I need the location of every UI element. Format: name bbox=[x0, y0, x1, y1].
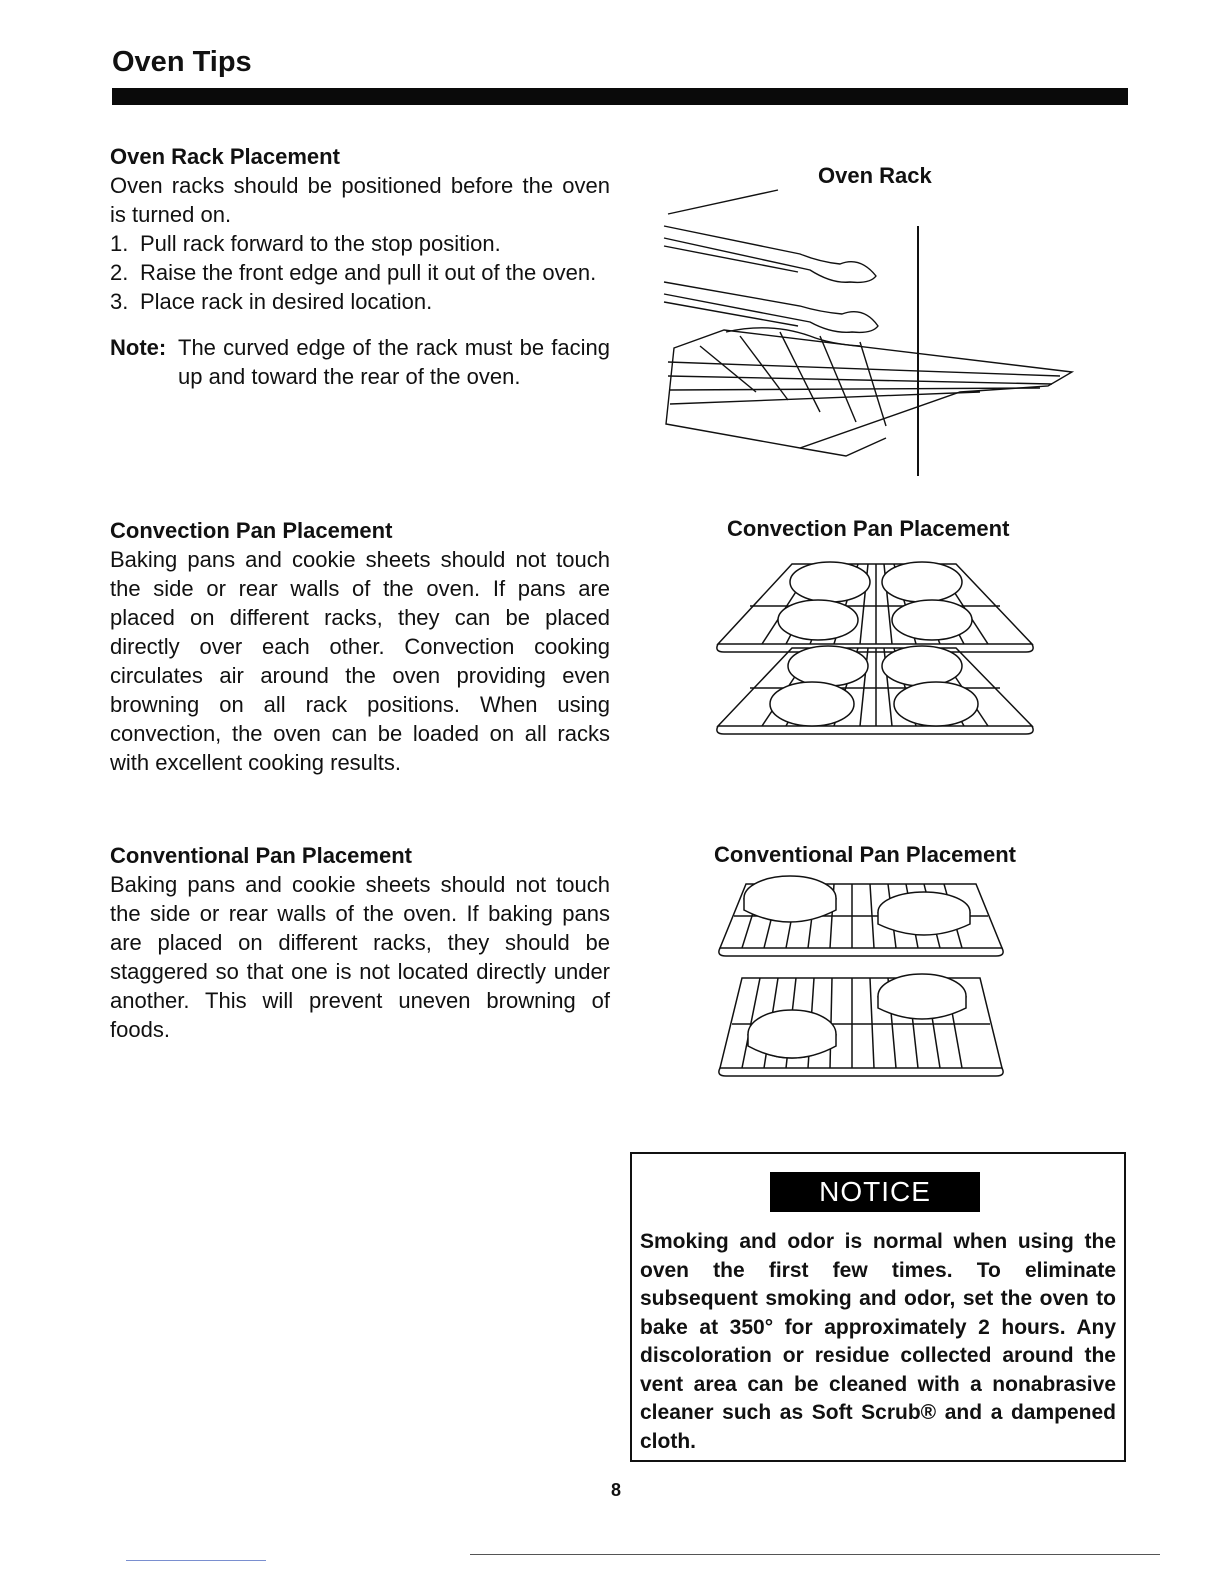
rack-steps-list bbox=[110, 229, 610, 316]
conventional-section bbox=[110, 841, 610, 1044]
convection-heading: Convection Pan Placement bbox=[110, 518, 393, 543]
note-text: The curved edge of the rack must be facing up and toward the rear of the oven. bbox=[178, 335, 610, 389]
rack-placement-intro: Oven racks should be positioned before the oven is turned on. bbox=[110, 173, 610, 227]
conventional-heading: Conventional Pan Placement bbox=[110, 843, 412, 868]
rack-placement-heading: Oven Rack Placement bbox=[110, 144, 340, 169]
notice-badge: NOTICE bbox=[770, 1172, 980, 1212]
oven-rack-illustration bbox=[660, 186, 1080, 478]
scan-artifact-line bbox=[126, 1560, 266, 1561]
step-text: Place rack in desired location. bbox=[140, 289, 433, 314]
step-number: 3. bbox=[110, 289, 129, 314]
step-text: Raise the front edge and pull it out of the oven. bbox=[140, 260, 597, 285]
rack-note bbox=[110, 333, 610, 391]
conventional-body: Baking pans and cookie sheets should not touch the side or rear walls of the oven. If baking pans are placed on different racks, they should be staggered so that one is not located directly under another. This will prevent uneven browning of foods. bbox=[110, 872, 610, 1042]
page-number: 8 bbox=[610, 1480, 621, 1500]
convection-body: Baking pans and cookie sheets should not touch the side or rear walls of the oven. If pans are placed on different racks, they can be placed directly over each other. Convection cooking circulates air around the oven providing even browning on all rack positions. When using convection, the oven can be loaded on all racks with excellent cooking results. bbox=[110, 547, 610, 775]
convection-pan-illustration bbox=[710, 552, 1040, 736]
oven-rack-figure-label: Oven Rack bbox=[818, 163, 932, 188]
conventional-figure-label: Conventional Pan Placement bbox=[714, 842, 1016, 867]
step-number: 1. bbox=[110, 231, 129, 256]
step-number: 2. bbox=[110, 260, 129, 285]
rack-step bbox=[110, 258, 610, 287]
scan-artifact-line bbox=[470, 1554, 1160, 1555]
convection-figure-label: Convection Pan Placement bbox=[727, 516, 1010, 541]
step-text: Pull rack forward to the stop position. bbox=[140, 231, 501, 256]
conventional-pan-illustration bbox=[712, 874, 1012, 1086]
rack-step bbox=[110, 229, 610, 258]
title-rule bbox=[112, 88, 1128, 105]
notice-text: Smoking and odor is normal when using the oven the first few times. To eliminate subsequent smoking and odor, set the oven to bake at 350° for approximately 2 hours. Any discoloration or residue collected around the vent area can be cleaned with a nonabrasive cleaner such as Soft Scrub® and a dampened cloth. bbox=[640, 1230, 1116, 1453]
convection-section bbox=[110, 516, 610, 777]
notice-box bbox=[630, 1152, 1126, 1462]
rack-placement-section bbox=[110, 142, 610, 391]
note-label: Note: bbox=[110, 335, 167, 360]
rack-step bbox=[110, 287, 610, 316]
page-title: Oven Tips bbox=[112, 46, 252, 78]
